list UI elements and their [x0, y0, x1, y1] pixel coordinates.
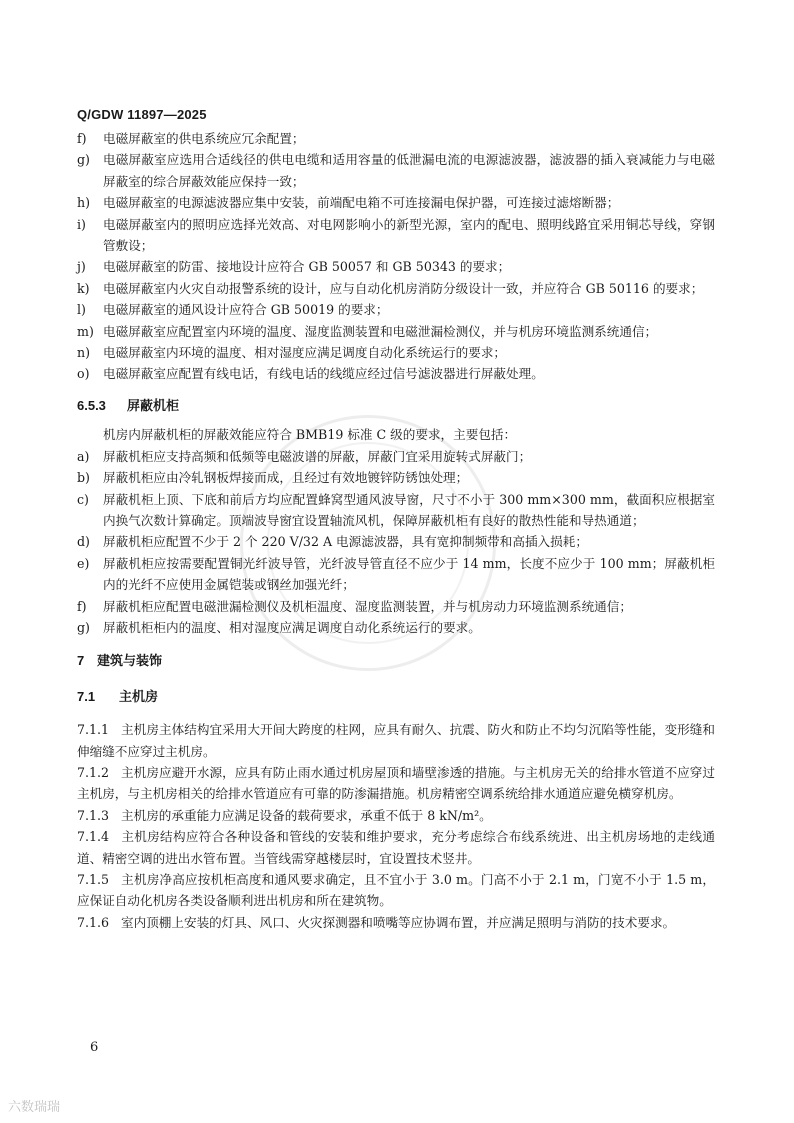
section-title: 主机房: [119, 688, 159, 704]
clause-number: 7.1.4: [77, 829, 110, 845]
clause: [77, 719, 715, 762]
item-label: f): [77, 598, 87, 614]
clause-number: 7.1.1: [77, 722, 110, 738]
list-item: [77, 363, 715, 384]
clause-number: 7.1.2: [77, 764, 110, 780]
list-item: [77, 617, 715, 638]
item-label: f): [77, 131, 87, 146]
item-text: 电磁屏蔽室的防雷、接地设计应符合 GB 50057 和 GB 50343 的要求；: [103, 259, 511, 275]
item-text: 电磁屏蔽室内的照明应选择光效高、对电网影响小的新型光源，室内的配电、照明线路宜采用铜芯导线，穿钢管敷设；: [103, 216, 715, 254]
list-item: [77, 128, 715, 149]
item-text: 电磁屏蔽室应配置室内环境的温度、湿度监测装置和电磁泄漏检测仪，并与机房环境监测系统通信；: [103, 323, 658, 339]
clause-text: 主机房净高应按机柜高度和通风要求确定，且不宜小于 3.0 m。门高不小于 2.1 m，门宽不小于 1.5 m，应保证自动化机房各类设备顺利进出机房和所在建筑物。: [77, 872, 715, 909]
item-text: 屏蔽机柜应配置不少于 2 个 220 V/32 A 电源滤波器，具有宽抑制频带和高插入损耗；: [103, 534, 588, 550]
list-item: [77, 278, 715, 299]
item-text: 屏蔽机柜柜内的温度、相对湿度应满足调度自动化系统运行的要求。: [103, 619, 481, 635]
list-continuation: [77, 128, 715, 385]
item-label: g): [77, 152, 90, 168]
main-room-clauses: [77, 719, 715, 933]
item-text: 电磁屏蔽室的通风设计应符合 GB 50019 的要求；: [103, 302, 389, 318]
section-heading-7: [77, 650, 715, 671]
item-label: k): [77, 280, 90, 296]
item-label: h): [77, 195, 91, 211]
section-number: 6.5.3: [77, 397, 106, 413]
item-text: 电磁屏蔽室应选用合适线径的供电电缆和适用容量的低泄漏电流的电源滤波器，滤波器的插入衰减能力与电磁屏蔽室的综合屏蔽效能应保持一致；: [103, 152, 715, 189]
list-item: [77, 342, 715, 363]
item-label: n): [77, 345, 91, 361]
item-label: b): [77, 470, 90, 486]
clause-number: 7.1.3: [77, 807, 110, 823]
item-text: 屏蔽机柜上顶、下底和前后方均应配置蜂窝型通风波导窗，尺寸不小于 300 mm×300 mm，截面积应根据室内换气次数计算确定。顶端波导窗宜设置轴流风机，保障屏蔽机柜有良好的散热性能和导热通道；: [103, 491, 715, 528]
item-text: 屏蔽机柜应配置电磁泄漏检测仪及机柜温度、湿度监测装置，并与机房动力环境监测系统通信；: [103, 598, 632, 614]
shield-cabinet-list: [77, 446, 715, 639]
section-title: 屏蔽机柜: [127, 397, 180, 413]
item-text: 屏蔽机柜应支持高频和低频等电磁波谱的屏蔽，屏蔽门宜采用旋转式屏蔽门；: [103, 448, 532, 464]
clause-text: 主机房结构应符合各种设备和管线的安装和维护要求，充分考虑综合布线系统进、出主机房场地的走线通道、精密空调的进出水管布置。当管线需穿越楼层时，宜设置技术竖井。: [77, 829, 715, 866]
item-text: 电磁屏蔽室的电源滤波器应集中安装，前端配电箱不可连接漏电保护器，可连接过滤熔断器；: [103, 195, 620, 211]
item-label: o): [77, 366, 90, 382]
list-item: [77, 596, 715, 617]
item-label: i): [77, 216, 86, 232]
item-label: l): [77, 302, 86, 318]
item-label: a): [77, 448, 90, 464]
clause: [77, 826, 715, 869]
clause-text: 室内顶棚上安装的灯具、风口、火灾探测器和喷嘴等应协调布置，并应满足照明与消防的技术要求。: [121, 914, 676, 930]
list-item: [77, 553, 715, 596]
section-intro: 机房内屏蔽机柜的屏蔽效能应符合 BMB19 标准 C 级的要求，主要包括：: [103, 427, 517, 443]
clause: [77, 805, 715, 826]
list-item: [77, 321, 715, 342]
item-text: 电磁屏蔽室内火灾自动报警系统的设计，应与自动化机房消防分级设计一致，并应符合 GB 50116 的要求；: [103, 280, 704, 296]
clause-text: 主机房的承重能力应满足设备的载荷要求，承重不低于 8 kN/m²。: [121, 807, 492, 823]
item-label: d): [77, 534, 90, 550]
clause-text: 主机房应避开水源，应具有防止雨水通过机房屋顶和墙壁渗透的措施。与主机房无关的给排水管道不应穿过主机房，与主机房相关的给排水管道应有可靠的防渗漏措施。机房精密空调系统给排水通道应避免横穿机房。: [77, 764, 715, 802]
clause: [77, 762, 715, 805]
item-label: m): [77, 323, 94, 339]
clause-number: 7.1.6: [77, 914, 110, 930]
watermark-logo: 六数瑞瑞: [8, 1100, 61, 1115]
item-text: 电磁屏蔽室的供电系统应冗余配置；: [103, 131, 305, 146]
item-label: j): [77, 259, 86, 275]
page-number: 6: [90, 1040, 99, 1055]
item-text: 屏蔽机柜应按需要配置铜光纤波导管，光纤波导管直径不应少于 14 mm，长度不应少于 100 mm；屏蔽机柜内的光纤不应使用金属铠装或钢丝加强光纤；: [103, 555, 715, 593]
clause: [77, 912, 715, 933]
item-label: e): [77, 555, 90, 571]
list-item: [77, 214, 715, 257]
item-label: c): [77, 491, 89, 507]
page-body: [77, 128, 715, 933]
section-number: 7: [77, 653, 85, 669]
section-heading-7-1: [77, 686, 715, 707]
clause: [77, 869, 715, 912]
section-heading-6-5-3: [77, 395, 715, 416]
item-text: 屏蔽机柜应由冷轧钢板焊接而成，且经过有效地镀锌防锈蚀处理；: [103, 470, 469, 486]
clause-text: 主机房主体结构宜采用大开间大跨度的柱网，应具有耐久、抗震、防火和防止不均匀沉陷等性能，变形缝和伸缩缝不应穿过主机房。: [77, 722, 715, 759]
standard-code: Q/GDW 11897—2025: [77, 107, 207, 122]
list-item: [77, 256, 715, 277]
list-item: [77, 489, 715, 532]
list-item: [77, 467, 715, 488]
list-item: [77, 149, 715, 192]
clause-number: 7.1.5: [77, 872, 110, 887]
list-item: [77, 531, 715, 552]
item-text: 电磁屏蔽室应配置有线电话，有线电话的线缆应经过信号滤波器进行屏蔽处理。: [103, 366, 544, 382]
section-title: 建筑与装饰: [97, 653, 163, 669]
item-text: 电磁屏蔽室内环境的温度、相对湿度应满足调度自动化系统运行的要求；: [103, 345, 506, 361]
list-item: [77, 299, 715, 320]
list-item: [77, 192, 715, 213]
item-label: g): [77, 619, 90, 635]
section-number: 7.1: [77, 688, 96, 704]
list-item: [77, 446, 715, 467]
